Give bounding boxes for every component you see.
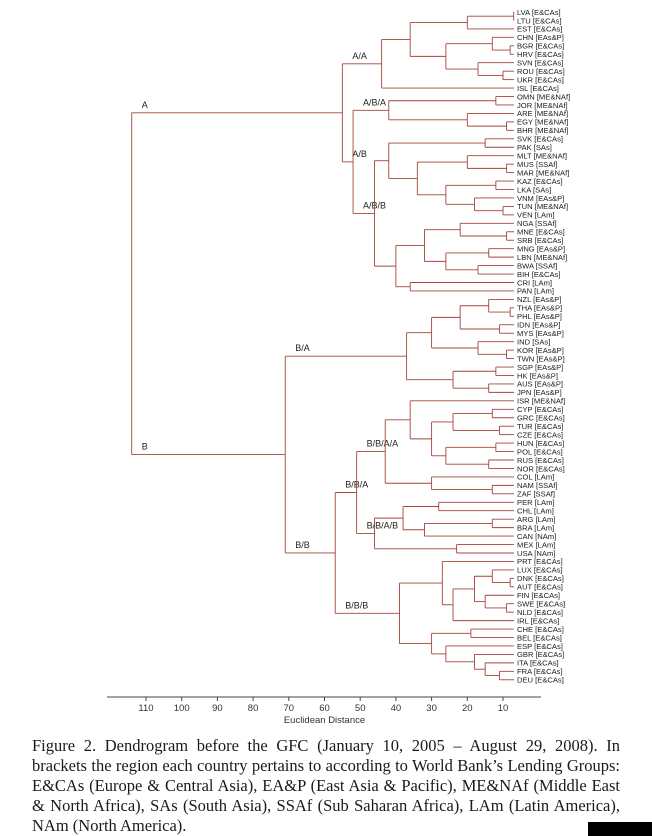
axis-tick-label: 70 (283, 703, 295, 714)
leaf-label: SVK [E&CAs] (517, 134, 564, 144)
axis-tick-label: 40 (390, 703, 402, 714)
axis-title-label: Euclidean Distance (283, 715, 366, 726)
leaf-label: AUT [E&CAs] (517, 582, 563, 592)
axis-tick-label: 50 (354, 703, 366, 714)
leaf-label: BEL [E&CAs] (517, 633, 562, 643)
leaf-label: TWN [EAs&P] (517, 354, 565, 364)
cluster-label: A (141, 99, 148, 110)
leaf-label: CHE [E&CAs] (517, 624, 564, 634)
cluster-label: A/A (352, 50, 367, 61)
leaf-label: HRV [E&CAs] (517, 50, 564, 60)
leaf-label: TUN [ME&NAf] (517, 202, 569, 212)
axis-tick-label: 100 (173, 703, 190, 714)
leaf-label: ESP [E&CAs] (517, 641, 563, 651)
axis-tick-label: 90 (212, 703, 223, 714)
leaf-label: IDN [EAs&P] (517, 320, 561, 330)
leaf-label: LBN [ME&NAf] (517, 252, 568, 262)
leaf-label: LVA [E&CAs] (517, 7, 561, 17)
leaf-label: HK [EAs&P] (517, 371, 558, 381)
leaf-label: SWE [E&CAs] (517, 599, 566, 609)
leaf-label: THA [EAs&P] (517, 303, 563, 313)
leaf-label: BIH [E&CAs] (517, 269, 561, 279)
leaf-label: SGP [EAs&P] (517, 362, 564, 372)
leaf-label: PRT [E&CAs] (517, 557, 563, 567)
leaf-label: JOR [ME&NAf] (517, 100, 568, 110)
axis-tick-label: 80 (247, 703, 259, 714)
leaf-label: RUS [E&CAs] (517, 455, 564, 465)
cluster-label: B (141, 441, 148, 452)
leaf-label: POL [E&CAs] (517, 447, 563, 457)
cluster-label: A/B (352, 148, 367, 159)
leaf-label: HUN [E&CAs] (517, 438, 565, 448)
leaf-label: OMN [ME&NAf] (517, 92, 571, 102)
leaf-label: MNG [EAs&P] (517, 244, 566, 254)
leaf-label: GRC [E&CAs] (517, 413, 565, 423)
leaf-label: FIN [E&CAs] (517, 591, 561, 601)
cluster-label: A/B/B (363, 200, 387, 211)
leaf-label: NOR [E&CAs] (517, 464, 565, 474)
leaf-label: CHN [EAs&P] (517, 33, 564, 43)
axis-tick-label: 10 (497, 703, 509, 714)
leaf-label: AUS [EAs&P] (517, 379, 564, 389)
figure-caption: Figure 2. Dendrogram before the GFC (January 10, 2005 – August 29, 2008). In brackets the region each country pertains to according to World Bank’s Lending Groups: E&CAs (Europe & Central Asia), EA&P (East Asia & Pacific), ME&NAf (Middle East & North Africa), SAs (South Asia), SSAf (Sub Saharan Africa), LAm (Latin America), NAm (North America). (32, 736, 620, 835)
leaf-label: KAZ [E&CAs] (517, 176, 563, 186)
leaf-label: NGA [SSAf] (517, 219, 557, 229)
cluster-label: B/B/B (345, 600, 369, 611)
cluster-label: B/B/A/B (366, 520, 399, 531)
leaf-label: MUS [SSAf] (517, 159, 558, 169)
leaf-label: SRB [E&CAs] (517, 236, 564, 246)
leaf-label: CAN [NAm] (517, 531, 557, 541)
cluster-label: B/B (295, 539, 310, 550)
leaf-label: NZL [EAs&P] (517, 295, 562, 305)
leaf-label: PAK [SAs] (517, 143, 552, 153)
axis-tick-label: 20 (462, 703, 473, 714)
leaf-label: ARG [LAm] (517, 514, 556, 524)
leaf-label: LKA [SAs] (517, 185, 552, 195)
leaf-label: NAM [SSAf] (517, 481, 558, 491)
axis-tick-label: 30 (426, 703, 437, 714)
axis-tick-label: 60 (319, 703, 330, 714)
leaf-label: CYP [E&CAs] (517, 405, 564, 415)
leaf-label: MAR [ME&NAf] (517, 168, 570, 178)
leaf-label: EGY [ME&NAf] (517, 117, 569, 127)
cluster-label: B/B/A/A (366, 438, 399, 449)
cluster-label: B/B/A (345, 479, 369, 490)
leaf-label: LUX [E&CAs] (517, 565, 563, 575)
leaf-label: USA [NAm] (517, 548, 556, 558)
leaf-label: BHR [ME&NAf] (517, 126, 569, 136)
leaf-label: JPN [EAs&P] (517, 388, 562, 398)
leaf-label: CZE [E&CAs] (517, 430, 563, 440)
leaf-label: MNE [E&CAs] (517, 227, 565, 237)
leaf-label: SVN [E&CAs] (517, 58, 564, 68)
cluster-label: B/A (295, 343, 310, 354)
axis-tick-label: 110 (138, 703, 154, 714)
next-page-fragment (588, 822, 652, 836)
leaf-label: ISR [ME&NAf] (517, 396, 566, 406)
leaf-label: ITA [E&CAs] (517, 658, 559, 668)
leaf-label: FRA [E&CAs] (517, 667, 563, 677)
leaf-label: VEN [LAm] (517, 210, 555, 220)
leaf-label: CRI [LAm] (517, 278, 553, 288)
leaf-label: UKR [E&CAs] (517, 75, 564, 85)
leaf-label: MLT [ME&NAf] (517, 151, 567, 161)
leaf-label: COL [LAm] (517, 472, 555, 482)
leaf-label: PAN [LAm] (517, 286, 554, 296)
leaf-label: ARE [ME&NAf] (517, 109, 569, 119)
cluster-label: A/B/A (363, 97, 387, 108)
leaf-label: BGR [E&CAs] (517, 41, 565, 51)
leaf-label: ROU [E&CAs] (517, 66, 565, 76)
leaf-label: PHL [EAs&P] (517, 312, 562, 322)
leaf-label: MEX [LAm] (517, 540, 556, 550)
leaf-label: MYS [EAs&P] (517, 329, 564, 339)
leaf-label: IRL [E&CAs] (517, 616, 560, 626)
leaf-label: DEU [E&CAs] (517, 675, 564, 685)
leaf-label: IND [SAs] (517, 337, 551, 347)
leaf-label: LTU [E&CAs] (517, 16, 562, 26)
leaf-label: BRA [LAm] (517, 523, 555, 533)
leaf-label: ISL [E&CAs] (517, 83, 559, 93)
leaf-label: VNM [EAs&P] (517, 193, 565, 203)
leaf-label: PER [LAm] (517, 498, 555, 508)
leaf-label: KOR [EAs&P] (517, 345, 564, 355)
leaf-label: BWA [SSAf] (517, 261, 558, 271)
leaf-label: GBR [E&CAs] (517, 650, 565, 660)
leaf-label: EST [E&CAs] (517, 24, 563, 34)
leaf-label: TUR [E&CAs] (517, 421, 564, 431)
leaf-label: DNK [E&CAs] (517, 574, 564, 584)
leaf-label: NLD [E&CAs] (517, 607, 563, 617)
leaf-label: ZAF [SSAf] (517, 489, 555, 499)
leaf-label: CHL [LAm] (517, 506, 554, 516)
